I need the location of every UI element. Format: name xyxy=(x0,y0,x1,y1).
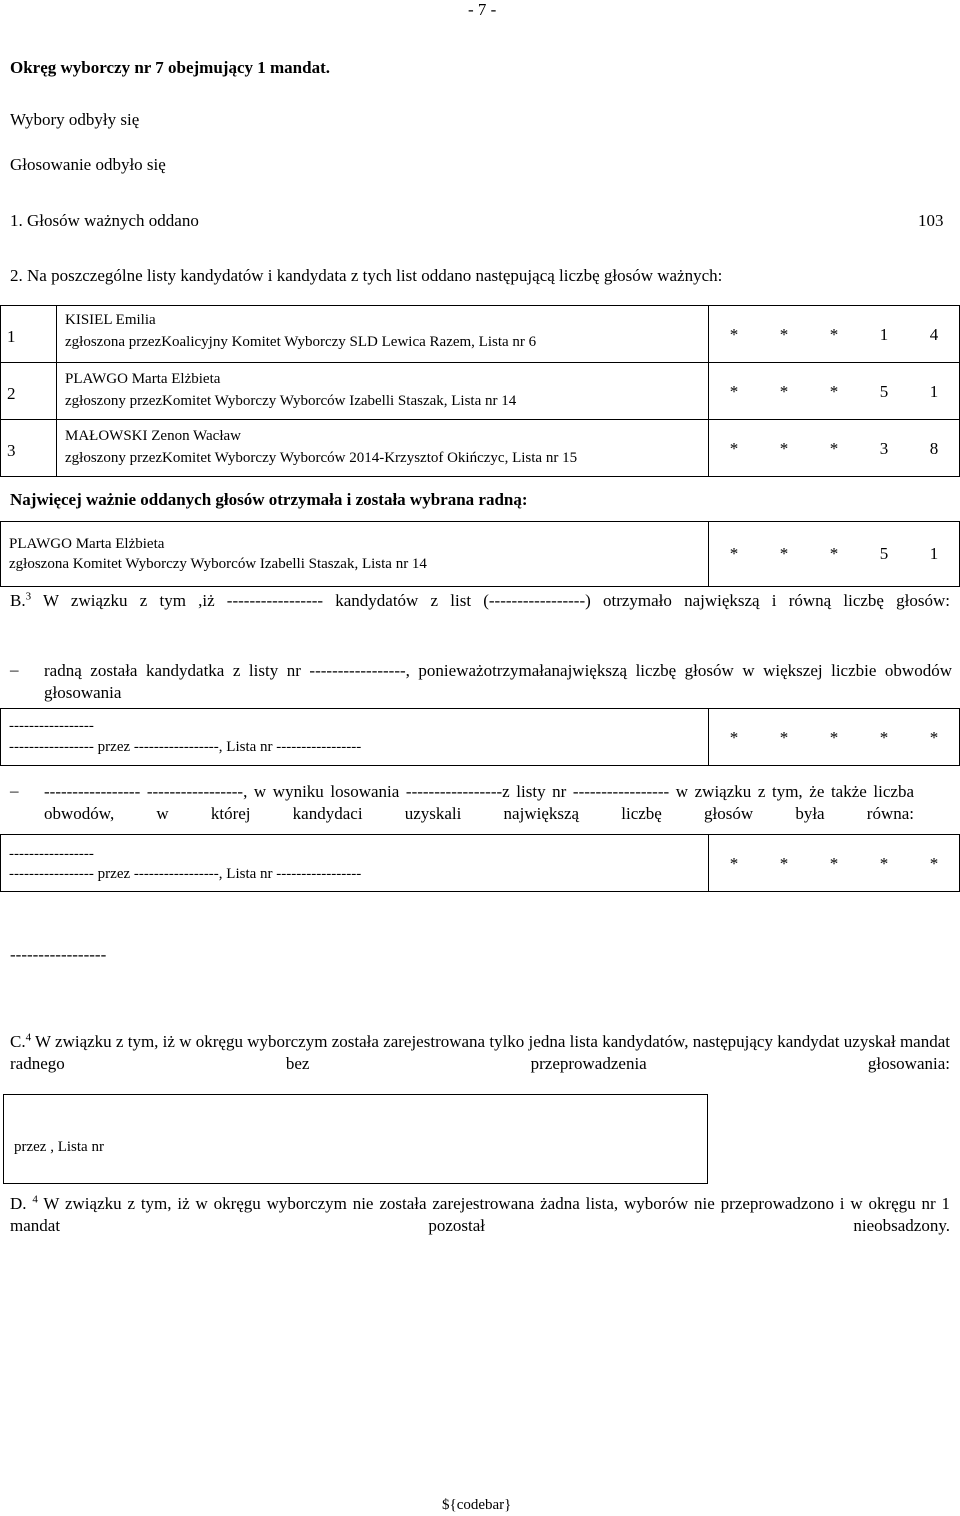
section-d-text: D. $^4$ W związku z tym, iż w okręgu wyborczym nie została zarejestrowana żadna lista, wyborów nie przeprowadzono i w okręgu nr 1 mandat pozostał nieobsadzony. xyxy=(10,1193,950,1235)
district-title: Okręg wyborczy nr 7 obejmujący 1 mandat. xyxy=(10,58,330,77)
winner-nominated: zgłoszona Komitet Wyborczy Wyborców Izabelli Staszak, Lista nr 14 xyxy=(9,556,427,572)
voting-held: Głosowanie odbyło się xyxy=(10,155,166,174)
candidate-name: PLAWGO Marta Elżbieta xyxy=(65,371,221,387)
candidate-votes: * * * 3 8 xyxy=(729,439,939,458)
section-b-dashes: ----------------- xyxy=(10,945,107,964)
candidate-nominated: zgłoszony przezKomitet Wyborczy Wyborców 2014-Krzysztof Okińczyc, Lista nr 15 xyxy=(65,450,578,466)
candidate-votes: * * * 5 1 xyxy=(729,382,939,401)
candidate-nominated: zgłoszona przezKoalicyjny Komitet Wyborczy SLD Lewica Razem, Lista nr 6 xyxy=(65,334,537,350)
footer-codebar: ${codebar} xyxy=(442,1497,512,1513)
section-b-text: B.$^3$ W związku z tym ,iż ----------------- kandydatów z list (-----------------) otrzymało największą i równą liczbę głosów: xyxy=(10,590,950,610)
winner-votes: * * * 5 1 xyxy=(729,544,939,563)
bullet-dash: – xyxy=(10,660,19,679)
candidate-info-cell xyxy=(56,362,709,420)
section-c-box xyxy=(3,1094,708,1184)
tie-box-2-info: ----------------- ----------------- przez -----------------, Lista nr ----------------- xyxy=(0,834,709,892)
winner-votes-cell xyxy=(708,521,960,587)
candidate-info-cell xyxy=(56,419,709,477)
candidate-nominated: zgłoszony przezKomitet Wyborczy Wyborców Izabelli Staszak, Lista nr 14 xyxy=(65,393,517,409)
candidate-name: KISIEL Emilia xyxy=(65,312,156,328)
candidate-votes-cell xyxy=(708,305,960,363)
section-b-bullet-2: ----------------- -----------------, w wyniku losowania -----------------z listy nr ----------------- w związku z tym, że także liczba obwodów, w której kandydaci uzyskali największą liczbę głosów była równa: xyxy=(44,782,914,823)
section-c-text: C.$^4$ W związku z tym, iż w okręgu wyborczym została zarejestrowana tylko jedna lista kandydatów, następujący kandydat uzyskał mandat radnego bez przeprowadzenia głosowania: xyxy=(10,1031,950,1073)
valid-votes-label: 1. Głosów ważnych oddano xyxy=(10,211,199,230)
candidate-votes: * * * 1 4 xyxy=(729,325,939,344)
winner-heading: Najwięcej ważnie oddanych głosów otrzymała i została wybrana radną: xyxy=(10,490,528,509)
tie-box-1-votes: * * * * * xyxy=(708,708,960,766)
tie-box-1-info: ----------------- ----------------- przez -----------------, Lista nr ----------------- xyxy=(0,708,709,766)
candidate-info-cell xyxy=(56,305,709,363)
candidate-name: MAŁOWSKI Zenon Wacław xyxy=(65,428,241,444)
page-number: - 7 - xyxy=(468,0,497,19)
candidate-votes-cell xyxy=(708,362,960,420)
winner-info-cell xyxy=(0,521,709,587)
candidate-number-cell: 2 xyxy=(0,362,57,420)
valid-votes-value: 103 xyxy=(918,211,944,230)
section-c-box-text: przez , Lista nr xyxy=(14,1139,104,1155)
elections-held: Wybory odbyły się xyxy=(10,110,140,129)
bullet-dash: – xyxy=(10,781,19,800)
candidate-number-cell: 1 xyxy=(0,305,57,363)
winner-name: PLAWGO Marta Elżbieta xyxy=(9,536,165,552)
lists-intro: 2. Na poszczególne listy kandydatów i kandydata z tych list oddano następującą liczbę głosów ważnych: xyxy=(10,266,723,285)
tie-box-2-votes: * * * * * xyxy=(708,834,960,892)
candidate-votes-cell xyxy=(708,419,960,477)
section-b-bullet-1: radną została kandydatka z listy nr -----------------, ponieważotrzymałanajwiększą liczbę głosów w większej liczbie obwodów głosowania xyxy=(44,661,952,702)
candidate-number-cell: 3 xyxy=(0,419,57,477)
